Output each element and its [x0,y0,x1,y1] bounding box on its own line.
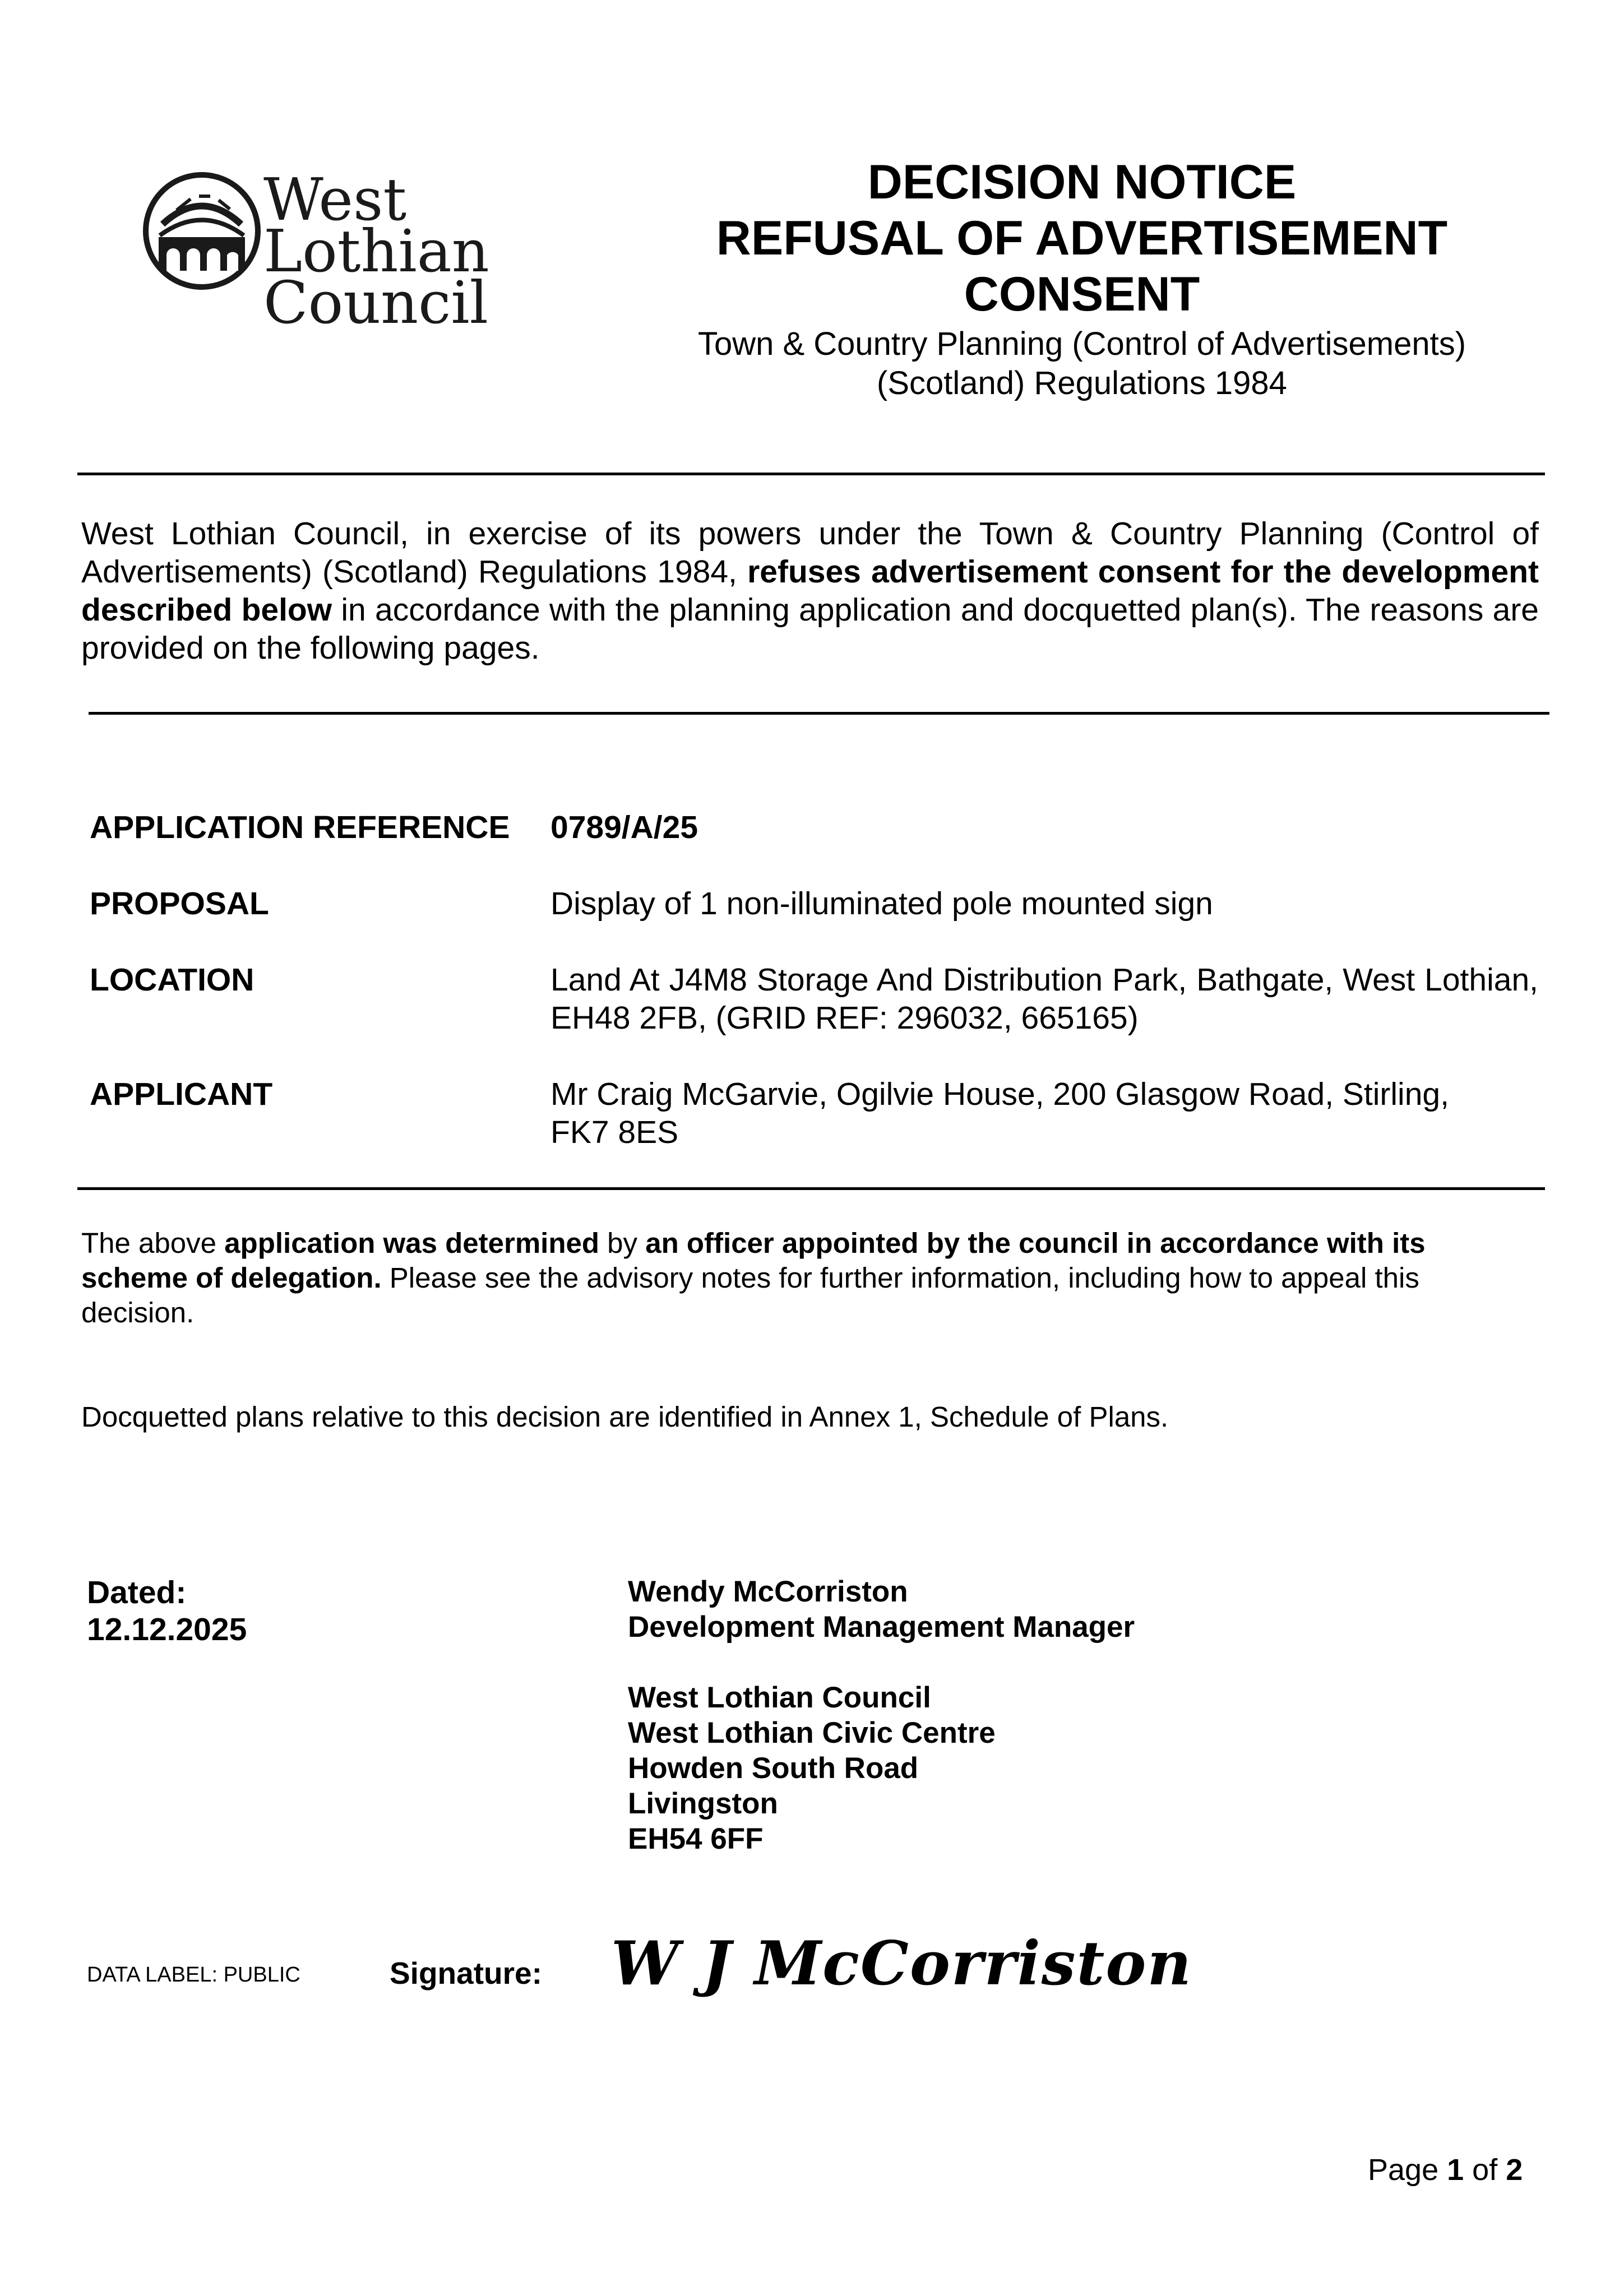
signature-label: Signature: [390,1956,542,1991]
data-label: DATA LABEL: PUBLIC [87,1963,300,1987]
viaduct-emblem-icon [143,171,261,291]
determination-bold-1: application was determined [224,1227,600,1259]
applicant-value: Mr Craig McGarvie, Ogilvie House, 200 Glasgow Road, Stirling, FK7 8ES [550,1076,1449,1150]
address-line-2: West Lothian Civic Centre [628,1716,996,1749]
notice-title-line-2: REFUSAL OF ADVERTISEMENT [716,211,1448,265]
dated-value: 12.12.2025 [87,1612,247,1647]
intro-text-bold: refuses advertisement consent for the development described below [81,554,1539,628]
applicant-label: APPLICANT [90,1076,273,1112]
regulation-subtitle-line-2: (Scotland) Regulations 1984 [877,365,1287,401]
determination-paragraph [81,1226,1528,1330]
determination-text-1: The above [81,1227,225,1259]
page-total: 2 [1506,2153,1523,2187]
handwritten-signature: W J McCorriston [611,1928,1192,1999]
intro-paragraph [81,515,1539,667]
address-line-4: Livingston [628,1787,778,1820]
page-number [1368,2152,1523,2187]
address-line-1: West Lothian Council [628,1681,931,1714]
page-current: 1 [1447,2153,1464,2187]
divider-top [77,473,1545,475]
regulation-subtitle-line-1: Town & Country Planning (Control of Advertisements) [697,326,1466,362]
divider-middle [89,712,1549,715]
determination-text-3: Please see the advisory notes for further information, including how to appeal this decision. [81,1262,1419,1328]
logo-wordmark [263,165,611,337]
location-label: LOCATION [90,962,255,998]
signatory-name: Wendy McCorriston [628,1575,908,1608]
notice-title-line-3: CONSENT [964,267,1200,321]
determination-bold-2: an officer appointed by the council in accordance with its scheme of delegation. [81,1227,1426,1294]
signatory-role: Development Management Manager [628,1610,1135,1644]
council-logo [143,165,603,337]
dated-label: Dated: [87,1575,187,1610]
intro-text-2: in accordance with the planning application and docquetted plan(s). The reasons are provided on the following pages. [81,592,1539,666]
notice-title-block [661,154,1502,403]
logo-line-1: West Lothian [263,165,489,285]
proposal-label: PROPOSAL [90,886,269,922]
address-line-5: EH54 6FF [628,1822,764,1855]
page-prefix: Page [1368,2153,1447,2187]
proposal-value: Display of 1 non-illuminated pole mounted sign [550,886,1213,922]
intro-text-1: West Lothian Council, in exercise of its powers under the Town & Country Planning (Control of Advertisements) (Scotland) Regulations 1984, [81,516,1539,590]
signatory-block [628,1574,1135,1857]
determination-text-2: by [599,1227,646,1259]
page-of: of [1464,2153,1506,2187]
location-value: Land At J4M8 Storage And Distribution Park, Bathgate, West Lothian, EH48 2FB, (GRID REF: 296032, 665165) [550,962,1538,1036]
address-line-3: Howden South Road [628,1752,919,1785]
reference-label: APPLICATION REFERENCE [90,809,510,845]
divider-bottom [77,1187,1545,1190]
reference-value: 0789/A/25 [550,809,698,845]
logo-line-2: Council [263,269,488,337]
notice-title-line-1: DECISION NOTICE [867,155,1297,209]
docquetted-plans-note: Docquetted plans relative to this decision are identified in Annex 1, Schedule of Plans. [81,1401,1169,1433]
